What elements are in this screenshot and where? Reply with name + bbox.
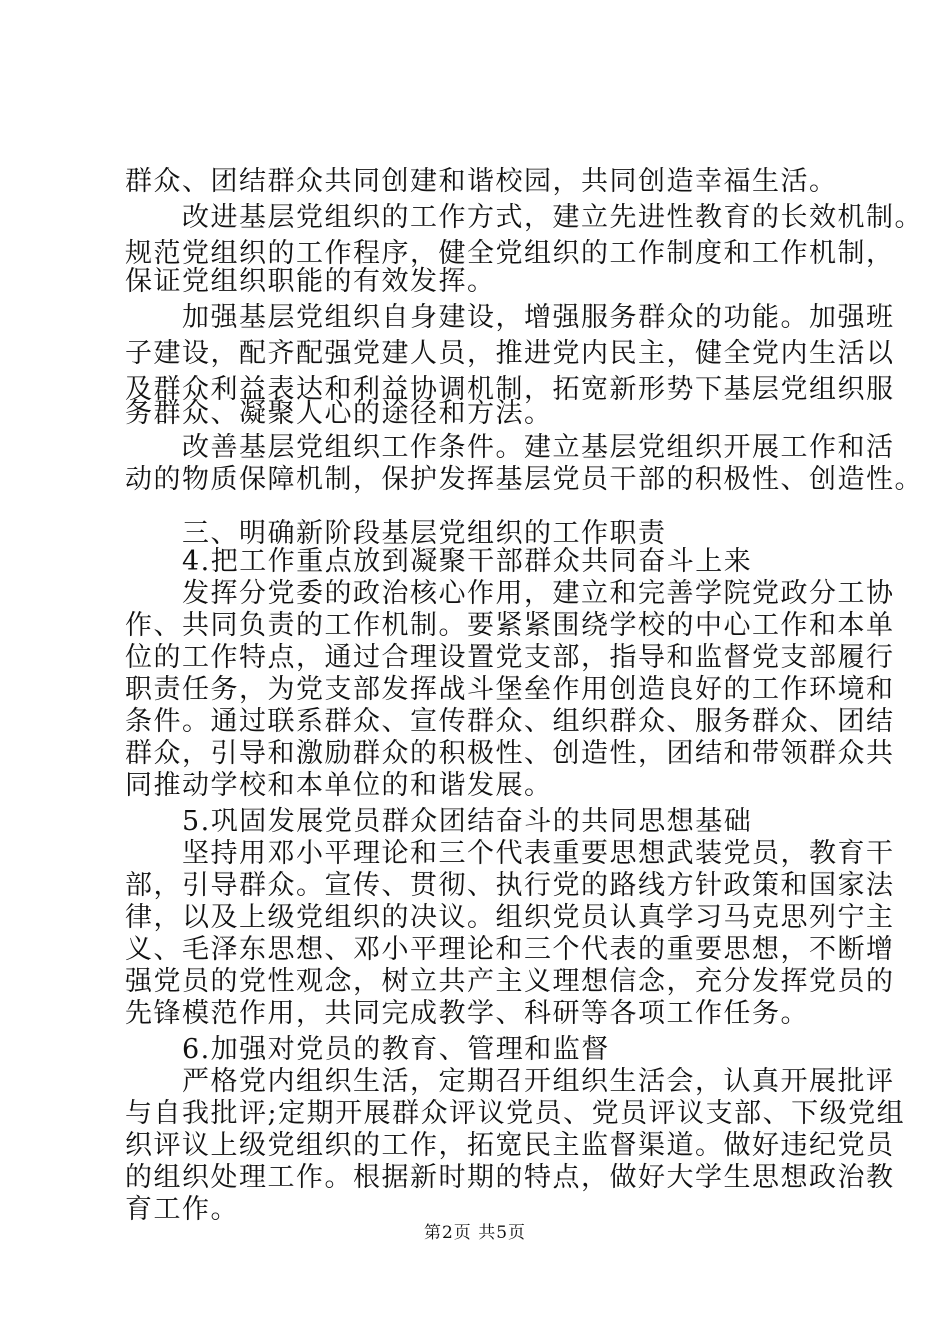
text-line: 职责任务，为党支部发挥战斗堡垒作用创造良好的工作环境和 [125, 674, 895, 705]
text-line: 发挥分党委的政治核心作用，建立和完善学院党政分工协 [182, 578, 895, 609]
text-line: 坚持用邓小平理论和三个代表重要思想武装党员，教育干 [182, 838, 895, 869]
text-line: 义、毛泽东思想、邓小平理论和三个代表的重要思想，不断增 [125, 934, 895, 965]
text-line: 动的物质保障机制，保护发挥基层党员干部的积极性、创造性。 [125, 464, 923, 495]
text-line: 部，引导群众。宣传、贯彻、执行党的路线方针政策和国家法 [125, 870, 895, 901]
subsection-heading: 6.加强对党员的教育、管理和监督 [182, 1034, 610, 1065]
text-line: 育工作。 [125, 1194, 239, 1225]
text-line: 保证党组织职能的有效发挥。 [125, 266, 496, 297]
text-line: 律，以及上级党组织的决议。组织党员认真学习马克思列宁主 [125, 902, 895, 933]
text-line: 务群众、凝聚人心的途径和方法。 [125, 398, 553, 429]
text-line: 同推动学校和本单位的和谐发展。 [125, 770, 553, 801]
text-line: 加强基层党组织自身建设，增强服务群众的功能。加强班 [182, 302, 895, 333]
subsection-heading: 4.把工作重点放到凝聚干部群众共同奋斗上来 [182, 546, 753, 577]
section-heading: 三、明确新阶段基层党组织的工作职责 [182, 518, 667, 549]
text-line: 群众，引导和激励群众的积极性、创造性，团结和带领群众共 [125, 738, 895, 769]
text-line: 位的工作特点，通过合理设置党支部，指导和监督党支部履行 [125, 642, 895, 673]
text-line: 严格党内组织生活，定期召开组织生活会，认真开展批评 [182, 1066, 895, 1097]
text-line: 改善基层党组织工作条件。建立基层党组织开展工作和活 [182, 432, 895, 463]
text-line: 织评议上级党组织的工作，拓宽民主监督渠道。做好违纪党员 [125, 1130, 895, 1161]
subsection-heading: 5.巩固发展党员群众团结奋斗的共同思想基础 [182, 806, 753, 837]
text-line: 条件。通过联系群众、宣传群众、组织群众、服务群众、团结 [125, 706, 895, 737]
text-line: 及群众利益表达和利益协调机制，拓宽新形势下基层党组织服 [125, 374, 895, 405]
text-line: 作、共同负责的工作机制。要紧紧围绕学校的中心工作和本单 [125, 610, 895, 641]
text-line: 子建设，配齐配强党建人员，推进党内民主，健全党内生活以 [125, 338, 895, 369]
page-number-footer: 第2页 共5页 [423, 1223, 527, 1243]
text-line: 先锋模范作用，共同完成教学、科研等各项工作任务。 [125, 998, 809, 1029]
text-line: 与自我批评;定期开展群众评议党员、党员评议支部、下级党组 [125, 1098, 906, 1129]
text-line: 群众、团结群众共同创建和谐校园，共同创造幸福生活。 [125, 166, 838, 197]
text-line: 强党员的党性观念，树立共产主义理想信念，充分发挥党员的 [125, 966, 895, 997]
text-line: 的组织处理工作。根据新时期的特点，做好大学生思想政治教 [125, 1162, 895, 1193]
text-line: 规范党组织的工作程序，健全党组织的工作制度和工作机制， [125, 238, 895, 269]
text-line: 改进基层党组织的工作方式，建立先进性教育的长效机制。 [182, 202, 923, 233]
